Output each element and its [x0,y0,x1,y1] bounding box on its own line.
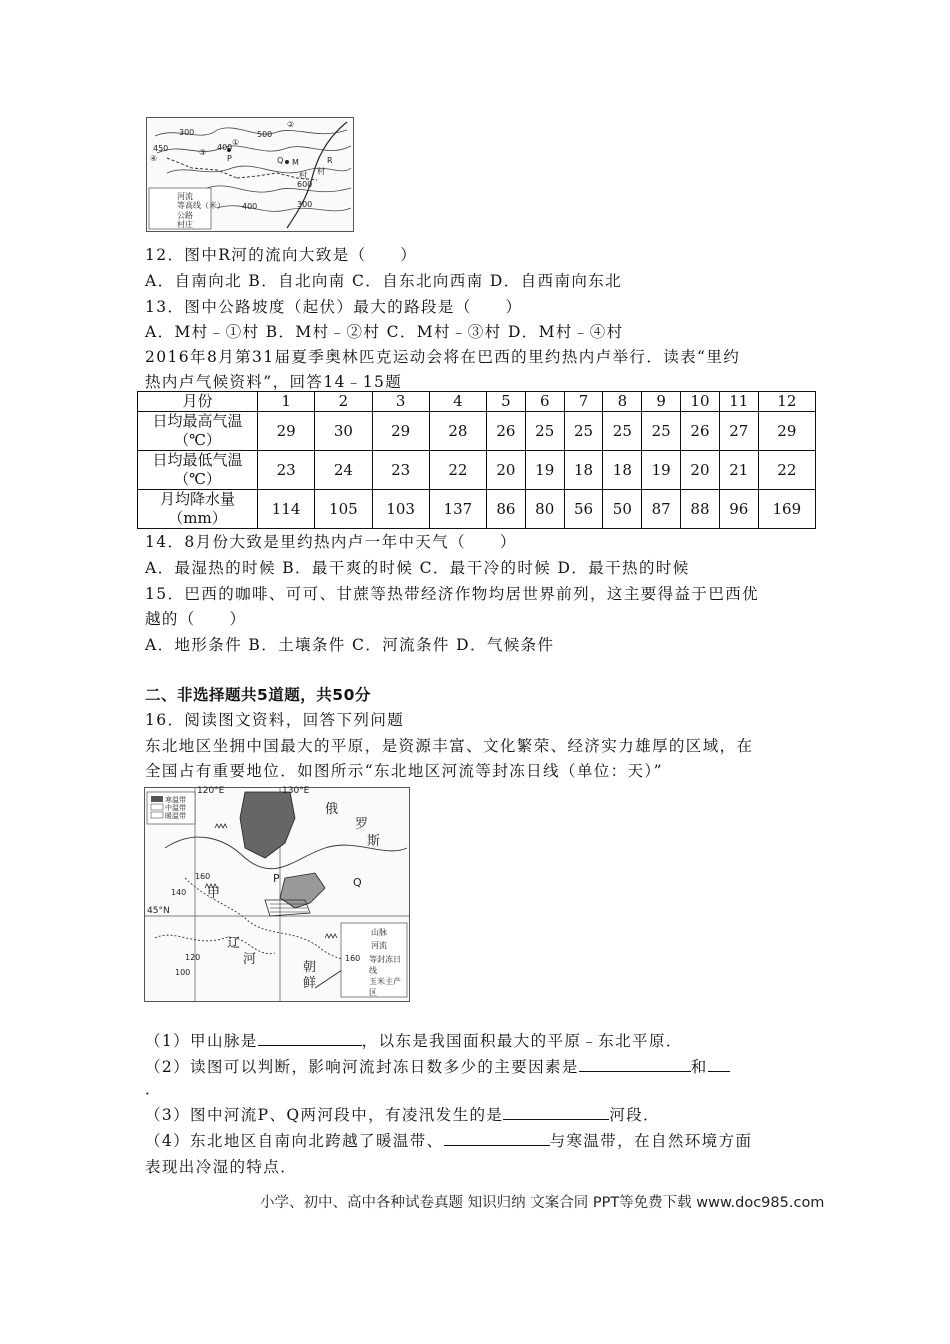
legend-river: 河流 [371,941,387,950]
month-cell: 5 [487,392,526,412]
latitude-45-label: 45°N [147,906,170,916]
table-cell: 50 [603,490,642,529]
q12-options: A．自南向北 B．自北向南 C．自东北向西南 D．自西南向东北 [145,272,623,290]
longitude-120-label: 120°E [197,786,225,796]
month-cell: 3 [372,392,429,412]
legend-cold-temperate: 寒温带 [165,796,186,804]
table-cell: 23 [372,451,429,490]
sub-question-4 [145,1129,752,1151]
q13-stem: 13．图中公路坡度（起伏）最大的路段是（ ） [145,298,523,316]
river-p-label: P [273,872,280,885]
russia-label-2: 罗 [355,817,369,832]
row-label-line-1: 月均降水量 [159,490,235,508]
legend-corn-area: 玉米主产区 [369,977,401,997]
river-r-label: R [327,156,333,165]
liao-label: 辽 [227,936,241,951]
legend-mid-temperate: 中温带 [165,804,186,812]
contour-label: 300 [179,128,195,137]
legend-freeze-isoline: 等封冻日线 [369,955,401,975]
contour-label: 600 [297,180,313,189]
month-cell: 7 [564,392,603,412]
sub-question-2-text-b: 和 [690,1058,708,1076]
table-cell: 22 [429,451,486,490]
village-m-label: M [292,158,299,167]
table-cell: 29 [258,412,315,451]
intro-line-1: 2016年8月第31届夏季奥林匹克运动会将在巴西的里约热内卢举行．读表“里约 [145,348,741,366]
table-row [138,490,816,529]
table-cell: 25 [525,412,564,451]
russia-label-1: 俄 [325,802,339,817]
climate-table [137,391,816,529]
sub-question-2 [145,1055,730,1077]
q13-options: A．M村﹣①村 B．M村﹣②村 C．M村﹣③村 D．M村﹣④村 [145,323,624,341]
month-cell: 11 [719,392,758,412]
contour-label: 400 [217,143,233,152]
q12-stem: 12．图中R河的流向大致是（ ） [145,246,418,264]
table-cell: 88 [681,490,720,529]
table-cell: 28 [429,412,486,451]
table-header-label: 月份 [138,392,258,412]
month-cell: 1 [258,392,315,412]
row-label-line-2: （mm） [168,509,227,527]
sub-question-2-text-a: （2）读图可以判断，影响河流封冻日数多少的主要因素是 [145,1058,579,1076]
table-cell: 25 [603,412,642,451]
q15-stem-line-1: 15．巴西的咖啡、可可、甘蔗等热带经济作物均居世界前列，这主要得益于巴西优 [145,585,760,603]
legend-road: 公路 [177,211,193,220]
table-cell: 22 [758,451,815,490]
village-4-label: ④ [150,154,158,163]
contour-label: 300 [297,200,313,209]
table-cell: 24 [315,451,372,490]
month-cell: 6 [525,392,564,412]
sub-question-4-text-b: 与寒温带，在自然环境方面 [549,1132,753,1150]
russia-label-3: 斯 [367,834,381,849]
intro-line-2: 热内卢气候资料”，回答14﹣15题 [145,373,403,391]
table-cell: 23 [258,451,315,490]
table-cell: 96 [719,490,758,529]
table-cell: 26 [487,412,526,451]
month-cell: 12 [758,392,815,412]
row-label-line-2: （℃） [174,470,221,488]
month-cell: 10 [681,392,720,412]
isoline-100-label: 100 [175,968,191,977]
sub-question-3 [145,1103,660,1125]
table-cell: 26 [681,412,720,451]
table-cell: 87 [642,490,681,529]
point-q-label: Q [277,156,284,165]
month-cell: 2 [315,392,372,412]
section-2-title: 二、非选择题共5道题，共50分 [145,686,371,704]
table-cell: 137 [429,490,486,529]
longitude-130-label: 130°E [282,786,310,796]
legend-contour: 等高线（米） [177,201,225,210]
page-footer: 小学、初中、高中各种试卷真题 知识归纳 文案合同 PPT等免费下载 www.doc985.com [260,1195,825,1211]
q16-text-line-1: 东北地区坐拥中国最大的平原，是资源丰富、文化繁荣、经济实力雄厚的区域，在 [145,737,754,755]
legend-river: 河流 [177,192,193,201]
table-cell: 18 [603,451,642,490]
q14-options: A．最湿热的时候 B．最干爽的时候 C．最干冷的时候 D．最干热的时候 [145,559,690,577]
isoline-160-label: 160 [195,872,211,881]
table-cell: 21 [719,451,758,490]
village-label: 村 [299,171,307,180]
sub-question-3-text-a: （3）图中河流P、Q两河段中，有凌汛发生的是 [145,1106,504,1124]
table-cell: 20 [487,451,526,490]
table-cell: 29 [758,412,815,451]
table-cell: 30 [315,412,372,451]
row-label-line-1: 日均最高气温 [152,412,243,430]
table-row [138,451,816,490]
sub-question-2-end: ． [145,1080,162,1098]
table-cell: 86 [487,490,526,529]
answer-blank-3[interactable] [503,1105,609,1120]
river-label: 河 [243,952,257,967]
table-cell: 27 [719,412,758,451]
village-3-label: ③ [199,148,207,157]
table-row [138,412,816,451]
row-label [138,451,258,490]
topographic-map [146,117,354,232]
sub-question-4-line-2: 表现出冷湿的特点． [145,1158,298,1176]
table-header-row [138,392,816,412]
table-cell: 80 [525,490,564,529]
table-cell: 105 [315,490,372,529]
table-cell: 19 [642,451,681,490]
river-q-label: Q [353,876,362,889]
jia-mountain-label: 甲 [207,886,221,901]
isoline-120-label: 120 [185,953,201,962]
month-cell: 8 [603,392,642,412]
q14-stem: 14．8月份大致是里约热内卢一年中天气（ ） [145,533,517,551]
answer-blank-4[interactable] [444,1131,550,1146]
table-cell: 25 [564,412,603,451]
table-cell: 20 [681,451,720,490]
table-cell: 25 [642,412,681,451]
sub-question-1-text-b: ，以东是我国面积最大的平原﹣东北平原． [361,1032,683,1050]
village-2-label: ② [287,120,295,129]
sub-question-4-text-a: （4）东北地区自南向北跨越了暖温带、 [145,1132,444,1150]
village-1-label: ① [232,138,240,147]
q16-stem: 16．阅读图文资料，回答下列问题 [145,711,405,729]
row-label-line-2: （℃） [174,431,221,449]
legend-isoline-value: 160 [345,954,361,963]
table-cell: 169 [758,490,815,529]
q15-options: A．地形条件 B．土壤条件 C．河流条件 D．气候条件 [145,636,555,654]
answer-blank-2a[interactable] [579,1057,691,1072]
legend-village: 村庄 [177,220,193,229]
northeast-china-map [144,787,410,1002]
table-cell: 56 [564,490,603,529]
korea-label-2: 鲜 [303,976,317,991]
contour-label: 450 [153,144,169,153]
isoline-140-label: 140 [171,888,187,897]
table-cell: 114 [258,490,315,529]
legend-warm-temperate: 暖温带 [165,812,186,820]
row-label [138,412,258,451]
table-cell: 103 [372,490,429,529]
answer-blank-2b[interactable] [708,1057,730,1072]
sub-question-1-text-a: （1）甲山脉是 [145,1032,258,1050]
table-cell: 18 [564,451,603,490]
q15-stem-line-2: 越的（ ） [145,610,247,628]
month-cell: 4 [429,392,486,412]
point-p-label: P [227,154,232,163]
row-label [138,490,258,529]
q16-text-line-2: 全国占有重要地位．如图所示“东北地区河流等封冻日线（单位：天）” [145,762,663,780]
contour-label: 500 [257,130,273,139]
contour-label: 400 [242,202,258,211]
month-cell: 9 [642,392,681,412]
answer-blank-1[interactable] [258,1031,362,1046]
row-label-line-1: 日均最低气温 [152,451,243,469]
sub-question-3-text-b: 河段． [609,1106,661,1124]
legend-mountain: 山脉 [371,928,387,937]
sub-question-1 [145,1029,683,1051]
table-cell: 29 [372,412,429,451]
korea-label-1: 朝 [303,960,317,975]
village-label: 村 [317,167,325,176]
table-cell: 19 [525,451,564,490]
